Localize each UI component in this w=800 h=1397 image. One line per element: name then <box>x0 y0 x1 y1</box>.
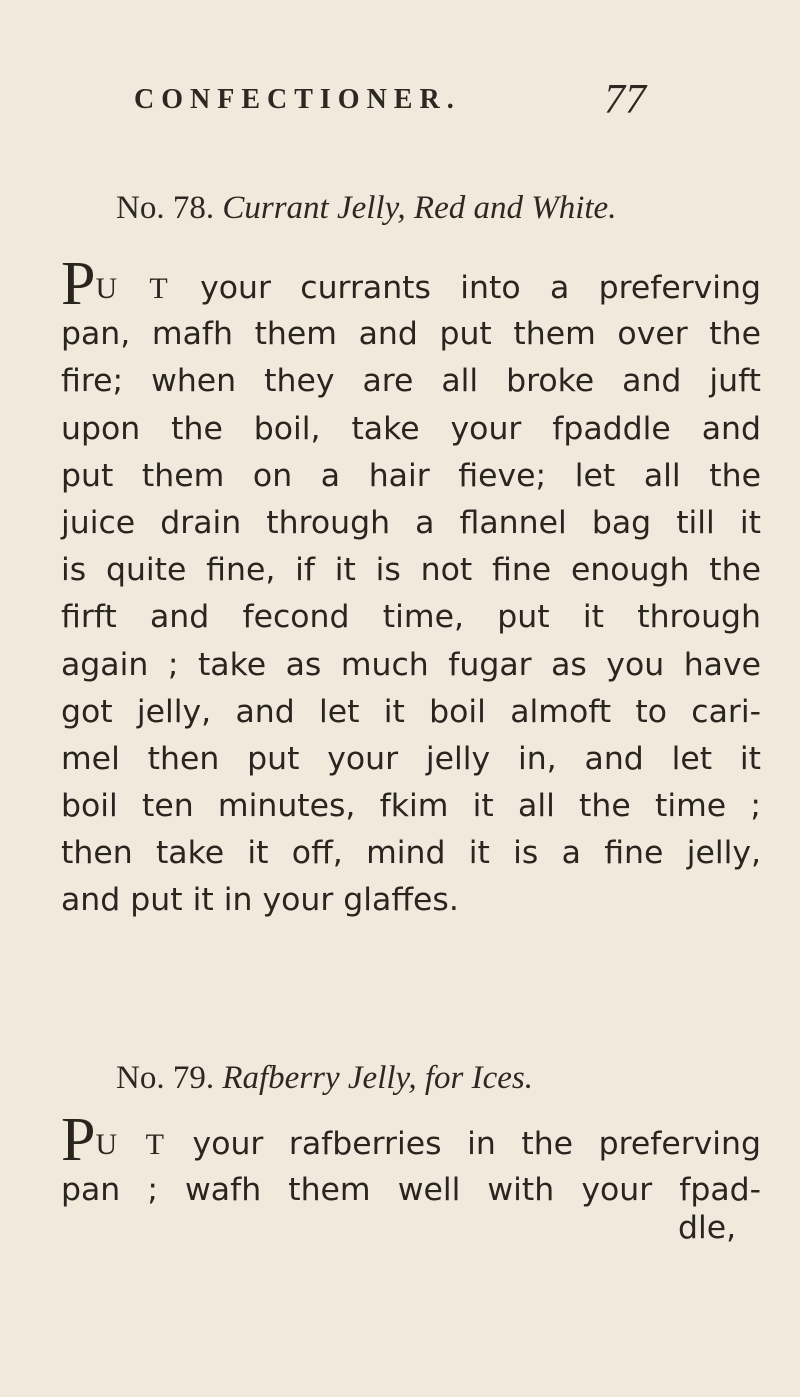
text-line: fire; when they are all broke and juft <box>61 363 761 400</box>
recipe-body-78 <box>61 250 762 925</box>
text-line: then take it off, mind it is a fine jelly, <box>61 835 761 872</box>
first-line-text: your currants into a preferving <box>200 270 762 306</box>
text-line: put them on a hair fieve; let all the <box>61 457 761 494</box>
recipe-title: Rafberry Jelly, for Ices. <box>222 1060 533 1096</box>
first-line-text: your rafberries in the preferving <box>192 1126 762 1162</box>
recipe-number: No. 78. <box>116 190 215 226</box>
first-line <box>61 250 762 318</box>
first-line <box>61 1106 762 1174</box>
running-head <box>130 78 670 128</box>
recipe-heading-79 <box>116 1060 533 1097</box>
text-line: boil ten minutes, fkim it all the time ; <box>61 788 761 825</box>
text-line: juice drain through a flannel bag till it <box>61 504 761 541</box>
text-line: pan ; wafh them well with your fpad- <box>61 1172 761 1209</box>
drop-cap: P <box>61 250 96 318</box>
text-line: mel then put your jelly in, and let it <box>61 740 761 777</box>
running-title: CONFECTIONER. <box>134 84 461 115</box>
recipe-title: Currant Jelly, Red and White. <box>222 190 617 226</box>
text-line: upon the boil, take your fpaddle and <box>61 410 761 447</box>
first-word-rest: U T <box>95 1128 167 1161</box>
recipe-body-79 <box>61 1106 762 1214</box>
recipe-heading-78 <box>116 190 616 227</box>
text-line: is quite fine, if it is not fine enough the <box>61 552 761 589</box>
text-line: pan, mafh them and put them over the <box>61 316 761 353</box>
drop-cap: P <box>61 1106 96 1174</box>
first-word-rest: U T <box>95 272 171 305</box>
text-line: and put it in your glaffes. <box>61 882 459 919</box>
recipe-number: No. 79. <box>116 1060 215 1096</box>
text-line: again ; take as much fugar as you have <box>61 646 761 683</box>
catchword: dle, <box>678 1210 737 1246</box>
page-number: 77 <box>604 77 646 123</box>
text-line: got jelly, and let it boil almoft to cari- <box>61 693 761 730</box>
text-line: firft and fecond time, put it through <box>61 599 761 636</box>
